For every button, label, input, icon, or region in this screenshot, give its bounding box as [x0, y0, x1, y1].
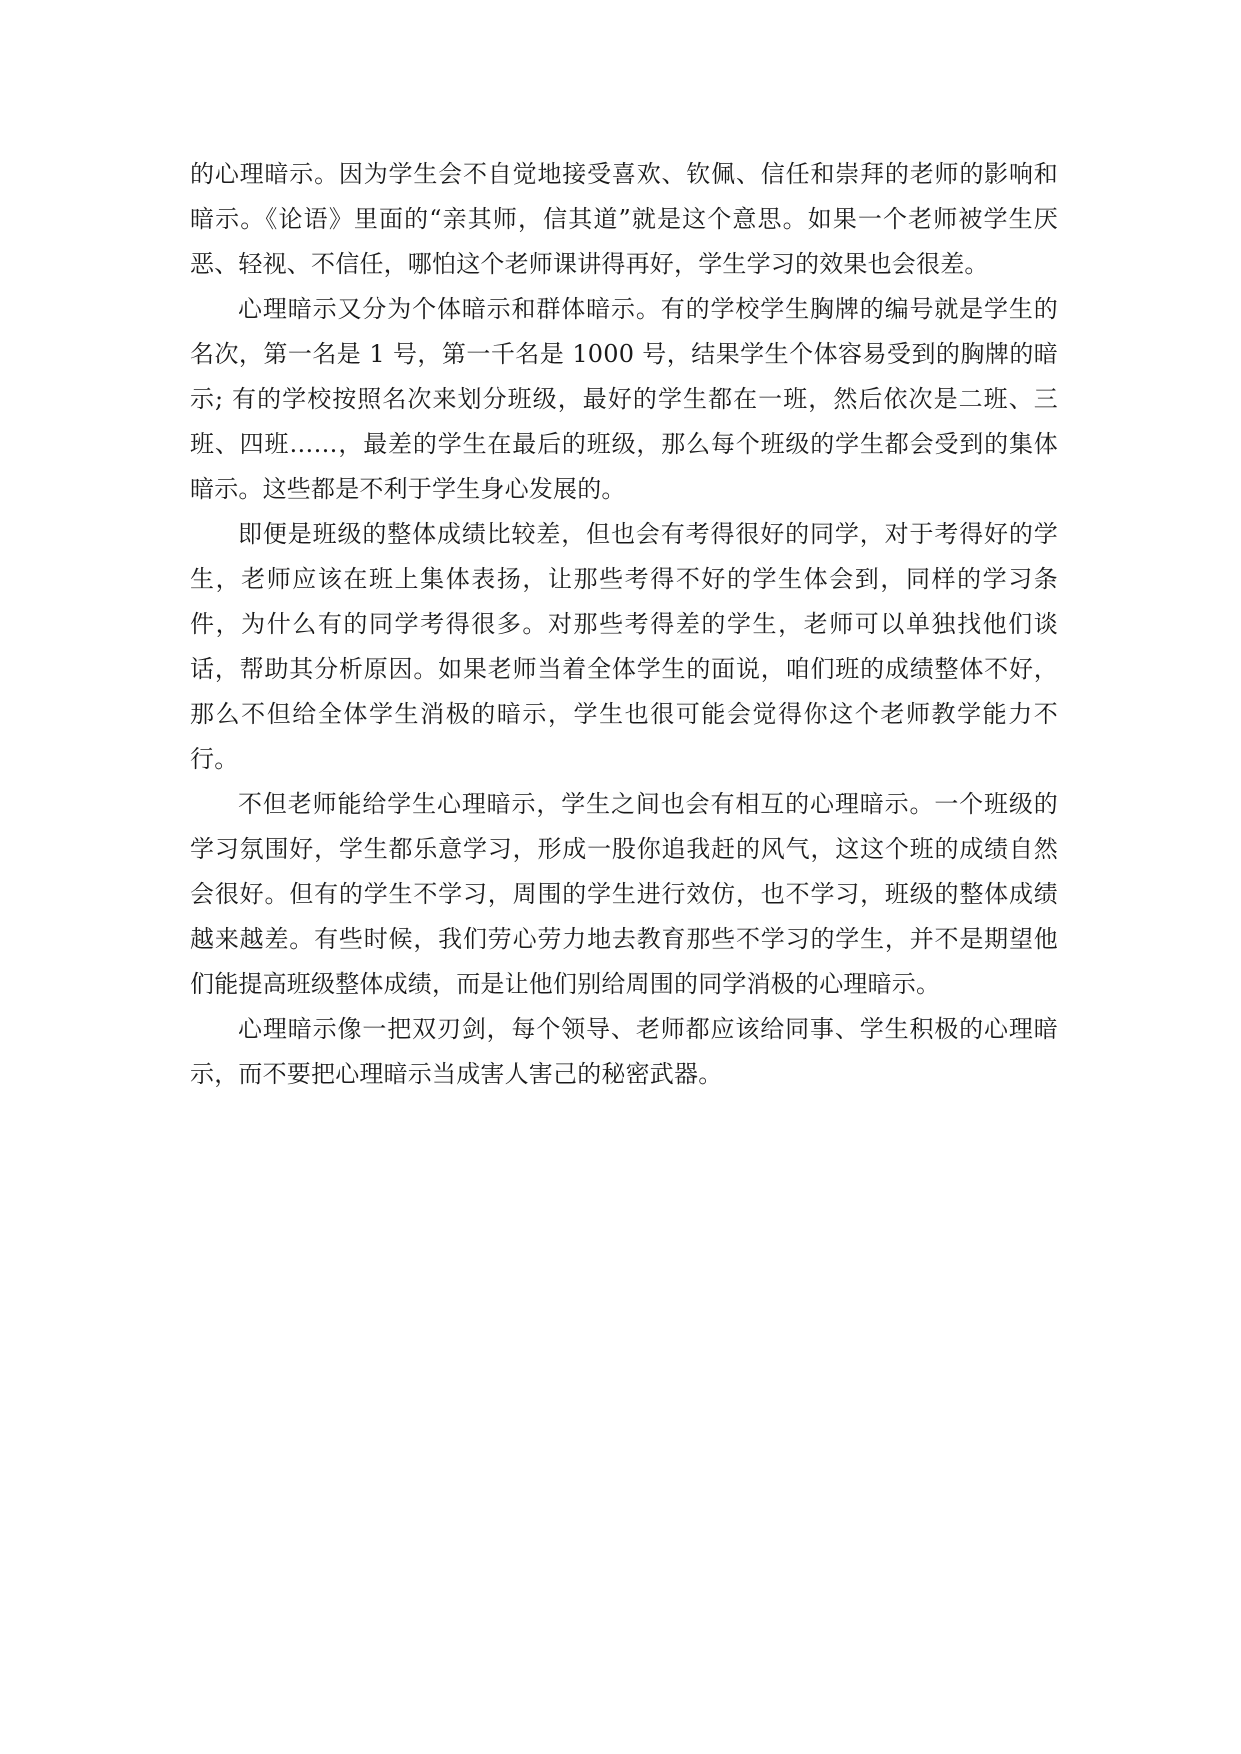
- paragraph-4: 不但老师能给学生心理暗示，学生之间也会有相互的心理暗示。一个班级的学习氛围好，学生都乐意学习，形成一股你追我赶的风气，这这个班的成绩自然会很好。但有的学生不学习，周围的学生进行效仿，也不学习，班级的整体成绩越来越差。有些时候，我们劳心劳力地去教育那些不学习的学生，并不是期望他们能提高班级整体成绩，而是让他们别给周围的同学消极的心理暗示。: [190, 790, 1058, 998]
- document-body: [190, 152, 1058, 1097]
- paragraph-1: 的心理暗示。因为学生会不自觉地接受喜欢、钦佩、信任和崇拜的老师的影响和暗示。《论语》里面的“亲其师，信其道”就是这个意思。如果一个老师被学生厌恶、轻视、不信任，哪怕这个老师课讲得再好，学生学习的效果也会很差。: [190, 160, 1058, 278]
- paragraph-3: 即便是班级的整体成绩比较差，但也会有考得很好的同学，对于考得好的学生，老师应该在班上集体表扬，让那些考得不好的学生体会到，同样的学习条件，为什么有的同学考得很多。对那些考得差的学生，老师可以单独找他们谈话，帮助其分析原因。如果老师当着全体学生的面说，咱们班的成绩整体不好，那么不但给全体学生消极的暗示，学生也很可能会觉得你这个老师教学能力不行。: [190, 520, 1058, 773]
- paragraph-2: 心理暗示又分为个体暗示和群体暗示。有的学校学生胸牌的编号就是学生的名次，第一名是 1 号，第一千名是 1000 号，结果学生个体容易受到的胸牌的暗示; 有的学校按照名次来划分班级，最好的学生都在一班，然后依次是二班、三班、四班……，最差的学生在最后的班级，那么每个班级的学生都会受到的集体暗示。这些都是不利于学生身心发展的。: [190, 295, 1058, 503]
- paragraph-5: 心理暗示像一把双刃剑，每个领导、老师都应该给同事、学生积极的心理暗示，而不要把心理暗示当成害人害己的秘密武器。: [190, 1015, 1058, 1088]
